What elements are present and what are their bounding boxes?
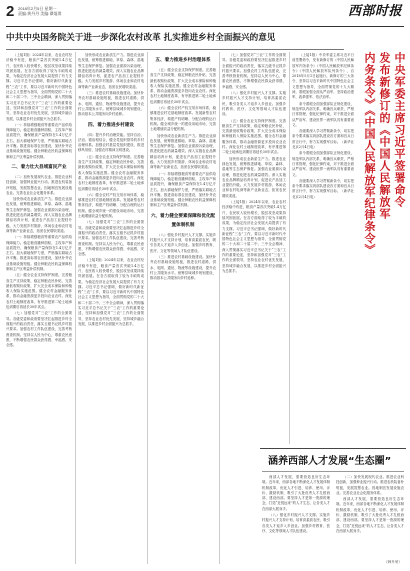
- article-paragraph: （一）持续增强粮食等重要农产品供给保障能力。稳定粮食播种面积，主攻单产和品质提升，确保粮食产量保持在1.4万亿斤左右。加大耕地保护力度，严格落实耕地占补平衡。推进高标准农田建设，加快补齐农业基础设施短板。健全种粮农民收益保障机制和主产区利益补偿机制。: [6, 235, 72, 271]
- article-paragraph: 西部人才发展，需要营造良好生态环境。近年来，西部各地不断深化人才发展体制机制改革，优化人才引进、培养、使用、评价、激励机制，吸引了大批优秀人才扎根西部、建设西部。要坚持人才是第一资源的理念，打造“近悦远来”的人才生态，让各类人才在西部大展身手。: [262, 475, 330, 511]
- column-divider: [219, 52, 220, 564]
- commentary-column-1: [262, 475, 330, 561]
- commentary-column-2: [336, 475, 404, 555]
- commentary-box: [260, 448, 406, 567]
- commentary-title: 涵养西部人才发展“生态圈”: [268, 456, 392, 467]
- section-heading: 六、着力健全要素保障和优化配置体制机制: [150, 213, 216, 228]
- article-paragraph: （三）推进农村基础设施建设。加快补齐农村基础设施短板，推进农村道路、供水、电网、通信、物流等设施建设，提升农村公共服务水平。统筹县域城乡规划建设，推动基本公共服务向乡村延伸。: [150, 254, 216, 281]
- commentary-author: （韩升荣）: [384, 560, 402, 564]
- vertical-headline-line-1: 中央军委主席习近平签署命令: [393, 52, 406, 208]
- article-paragraph: 加快形成农业新质生产力。推进农业绿色发展，统筹推进耕地、草原、森林、湿地等生态保护修复。加强农业面源污染治理，推进化肥农药减量增效。深入实施农业品牌精品培育计划，促进农产品加工业提档升级。大力发展乡村旅游、休闲农业和农村电商等新产业新业态，拓宽农民增收渠道。: [222, 156, 286, 198]
- section-heading: 四、着力推进乡村建设: [88, 122, 134, 128]
- column-divider: [147, 52, 148, 564]
- article-column-5: [292, 53, 354, 445]
- article-paragraph: 条令着眼全面加强部队正规化建设，规范军队内部关系，明确官兵职责，严格日常管理，强化纪律约束，对于推进全面从严治军、建设世界一流军队具有重要意义。: [292, 151, 354, 177]
- vertical-headline-line-2: 发布新修订的《中国人民解放军: [378, 52, 391, 220]
- newspaper-logo: 西部时报: [347, 4, 402, 19]
- article-column-3: [150, 53, 216, 567]
- article-paragraph: （五）健全农业支持保护制度。完善粮食生产支持政策，稳定种粮农民补贴，完善最低收购价政策，扩大完全成本保险和种植收入保险实施范围。健全农村金融服务体系，推动金融资源更多投向农业农村。深化农村土地制度改革，有序推进第二轮土地承包到期后再延长30年试点。: [150, 68, 216, 104]
- article-paragraph: （一）持续增强粮食等重要农产品供给保障能力。稳定粮食播种面积，主攻单产和品质提升，确保粮食产量保持在1.4万亿斤左右。加大耕地保护力度，严格落实耕地占补平衡。推进高标准农田建设，加快补齐农业基础设施短板。健全种粮农民收益保障机制和主产区利益补偿机制。: [150, 171, 216, 208]
- vertical-headline: [358, 52, 406, 410]
- article-paragraph: （八）强化乡村振兴人才支撑。实施乡村振兴人才支持计划，培育高素质农民，吸引各类人才返乡入乡创业。加强乡村教育、医疗、文化等领域人才队伍建设。: [222, 91, 286, 117]
- article-paragraph: （四）提升乡村治理效能。坚持自治、法治、德治相结合，健全党组织领导的乡村治理体系。加强农村基层党组织建设，推进移风易俗，加强农村精神文明建设。: [78, 132, 144, 153]
- section-heading: 五、着力推进乡村治理体系: [155, 58, 211, 63]
- article-paragraph: 条令着眼全面加强部队正规化建设，规范军队内部关系，明确官兵职责，严格日常管理，强化纪律约束，对于推进全面从严治军、建设世界一流军队具有重要意义。: [292, 101, 354, 127]
- article-paragraph: （上接1版）2024年以来，农业农村经济稳中有进，粮食产量首次突破1.4万亿斤，农民收入较快增长，脱贫攻坚成果持续巩固拓展。在各方面取得了较为丰硕的成果，为稳定经济社会发展大局提供了有力支撑。习近平总书记强调，做好新时代新征程“三农”工作，要以习近平新时代中国特色社会主义思想为指导，全面贯彻党的二十大和二十届二中、三中全会精神，深入贯彻落实习近平总书记关于“三农”工作的重要论述，坚持和加强党对“三农”工作的全面领导，坚持农业农村优先发展，坚持城乡融合发展，以推进乡村全面振兴为总抓手。: [78, 258, 144, 326]
- article-column-4: [222, 53, 286, 445]
- article-paragraph: （五）健全农业支持保护制度。完善粮食生产支持政策，稳定种粮农民补贴，完善最低收购价政策，扩大完全成本保险和种植收入保险实施范围。健全农村金融服务体系，推动金融资源更多投向农业农村。深化农村土地制度改革，有序推进第二轮土地承包到期后再延长30年试点。: [222, 118, 286, 155]
- article-paragraph: （七）加强党对“三农”工作的全面领导。各级党委和政府要坚决扛起推进乡村全面振兴的政治责任，落实五级书记抓乡村振兴要求。加强农村工作队伍建设，完善考核督查机制。坚持以人民为中心，尊重农民意愿，不断增强农民群众获得感、幸福感、安全感。: [78, 220, 144, 257]
- header-meta: [18, 6, 61, 16]
- column-divider: [289, 52, 290, 444]
- article-paragraph: （六）健全农村产权交易市场体系，稳慎推进农村宅基地制度改革。发展新型农村集体经济，构建产权明晰、分配合理的运行机制。健全城乡统一的建设用地市场，完善土地增值收益分配机制。: [78, 192, 144, 219]
- main-headline: 中共中央国务院关于进一步深化农村改革 扎实推进乡村全面振兴的意见: [6, 33, 276, 43]
- article-paragraph: 加快形成农业新质生产力。推进农业绿色发展，统筹推进耕地、草原、森林、湿地等生态保护修复。加强农业面源污染治理，推进化肥农药减量增效。深入实施农业品牌精品培育计划，促进农产品加工业提档升级。大力发展乡村旅游、休闲农业和农村电商等新产业新业态，拓宽农民增收渠道。: [6, 197, 72, 233]
- article-paragraph: （上接1版）中央军委主席习近平日前签署命令，发布新修订的《中国人民解放军内务条令》《中国人民解放军纪律条令》《中国人民解放军队列条令》，自2018年5月1日起施行。新修订的三大条令，坚持以习近平新时代中国特色社会主义思想为指导，全面贯彻党的十九大精神，着眼加强全面从严治军，坚持政治建军、改革强军、依法治军。: [292, 53, 354, 100]
- header-date: 2018年2月5日 星期一: [18, 6, 57, 11]
- article-paragraph: （二）加快发展现代农业。推进农业科技创新，加强种业振兴行动。推进农机装备补短板，发展智慧农业。因地制宜发展设施农业。完善农业社会化服务体系。: [6, 174, 72, 195]
- article-paragraph: （六）健全农村产权交易市场体系，稳慎推进农村宅基地制度改革。发展新型农村集体经济，构建产权明晰、分配合理的运行机制。健全城乡统一的建设用地市场，完善土地增值收益分配机制。: [150, 106, 216, 132]
- article-paragraph: （一）持续增强粮食等重要农产品供给保障能力。稳定粮食播种面积，主攻单产和品质提升，确保粮食产量保持在1.4万亿斤左右。加大耕地保护力度，严格落实耕地占补平衡。推进高标准农田建设，加快补齐农业基础设施短板。健全种粮农民收益保障机制和主产区利益补偿机制。: [6, 122, 72, 159]
- article-column-1: [6, 53, 72, 567]
- column-divider: [75, 52, 76, 564]
- article-paragraph: 加快形成农业新质生产力。推进农业绿色发展，统筹推进耕地、草原、森林、湿地等生态保护修复。加强农业面源污染治理，推进化肥农药减量增效。深入实施农业品牌精品培育计划，促进农产品加工业提档升级。大力发展乡村旅游、休闲农业和农村电商等新产业新业态，拓宽农民增收渠道。: [150, 133, 216, 170]
- article-paragraph: （七）加强党对“三农”工作的全面领导。各级党委和政府要坚决扛起推进乡村全面振兴的政治责任，落实五级书记抓乡村振兴要求。加强农村工作队伍建设，完善考核督查机制。坚持以人民为中心，尊重农民意愿，不断增强农民群众获得感、幸福感、安全感。: [222, 53, 286, 89]
- commentary-rule: [262, 471, 404, 472]
- article-paragraph: （二）加快发展现代农业。推进农业科技创新，加强种业振兴行动。推进农机装备补短板，发展智慧农业。因地制宜发展设施农业。完善农业社会化服务体系。: [336, 475, 404, 495]
- headline-rule: [6, 49, 344, 50]
- article-paragraph: （五）健全农业支持保护制度。完善粮食生产支持政策，稳定种粮农民补贴，完善最低收购价政策，扩大完全成本保险和种植收入保险实施范围。健全农村金融服务体系，推动金融资源更多投向农业农村。深化农村土地制度改革，有序推进第二轮土地承包到期后再延长30年试点。: [6, 273, 72, 310]
- article-paragraph: （八）强化乡村振兴人才支撑。实施乡村振兴人才支持计划，培育高素质农民，吸引各类人才返乡入乡创业。加强乡村教育、医疗、文化等领域人才队伍建设。: [262, 513, 330, 533]
- header-editors: 责编:黄丹丹 美编:谭焜琪: [18, 11, 62, 16]
- article-paragraph: （上接1版）2024年以来，农业农村经济稳中有进，粮食产量首次突破1.4万亿斤，农民收入较快增长，脱贫攻坚成果持续巩固拓展。在各方面取得了较为丰硕的成果，为稳定经济社会发展大局提供了有力支撑。习近平总书记强调，做好新时代新征程“三农”工作，要以习近平新时代中国特色社会主义思想为指导，全面贯彻党的二十大和二十届二中、三中全会精神，深入贯彻落实习近平总书记关于“三农”工作的重要论述，坚持和加强党对“三农”工作的全面领导，坚持农业农村优先发展，坚持城乡融合发展，以推进乡村全面振兴为总抓手。: [6, 53, 72, 121]
- article-paragraph: 各级要深入学习贯彻新条令，切实把条令要求落实到部队建设各方面和官兵日常言行中，努力实现强军目标。（新华社北京2月4日电）: [292, 129, 354, 150]
- article-paragraph: （七）加强党对“三农”工作的全面领导。各级党委和政府要坚决扛起推进乡村全面振兴的政治责任，落实五级书记抓乡村振兴要求。加强农村工作队伍建设，完善考核督查机制。坚持以人民为中心，尊重农民意愿，不断增强农民群众获得感、幸福感、安全感。: [6, 311, 72, 348]
- article-paragraph: （上接1版）2024年以来，农业农村经济稳中有进，粮食产量首次突破1.4万亿斤，农民收入较快增长，脱贫攻坚成果持续巩固拓展。在各方面取得了较为丰硕的成果，为稳定经济社会发展大局提供了有力支撑。习近平总书记强调，做好新时代新征程“三农”工作，要以习近平新时代中国特色社会主义思想为指导，全面贯彻党的二十大和二十届二中、三中全会精神，深入贯彻落实习近平总书记关于“三农”工作的重要论述，坚持和加强党对“三农”工作的全面领导，坚持农业农村优先发展，坚持城乡融合发展，以推进乡村全面振兴为总抓手。: [222, 200, 286, 273]
- section-heading: 二、着力壮大县域富民产业: [11, 164, 67, 170]
- article-column-2: [78, 53, 144, 567]
- article-paragraph: （八）强化乡村振兴人才支撑。实施乡村振兴人才支持计划，培育高素质农民，吸引各类人才返乡入乡创业。加强乡村教育、医疗、文化等领域人才队伍建设。: [150, 232, 216, 253]
- article-paragraph: 各级要深入学习贯彻新条令，切实把条令要求落实到部队建设各方面和官兵日常言行中，努力实现强军目标。（新华社北京2月4日电）: [292, 178, 354, 199]
- article-paragraph: （五）健全农业支持保护制度。完善粮食生产支持政策，稳定种粮农民补贴，完善最低收购价政策，扩大完全成本保险和种植收入保险实施范围。健全农村金融服务体系，推动金融资源更多投向农业农村。深化农村土地制度改革，有序推进第二轮土地承包到期后再延长30年试点。: [78, 154, 144, 191]
- vertical-headline-line-3: 内务条令》《中国人民解放军纪律条令》: [363, 52, 376, 256]
- article-paragraph: 西部人才发展，需要营造良好生态环境。近年来，西部各地不断深化人才发展体制机制改革，优化人才引进、培养、使用、评价、激励机制，吸引了大批优秀人才扎根西部、建设西部。要坚持人才是第一资源的理念，打造“近悦远来”的人才生态，让各类人才在西部大展身手。: [336, 497, 404, 533]
- page-number: 2: [6, 3, 15, 20]
- article-paragraph: 加快形成农业新质生产力。推进农业绿色发展，统筹推进耕地、草原、森林、湿地等生态保护修复。加强农业面源污染治理，推进化肥农药减量增效。深入实施农业品牌精品培育计划，促进农产品加工业提档升级。大力发展乡村旅游、休闲农业和农村电商等新产业新业态，拓宽农民增收渠道。: [78, 53, 144, 89]
- article-paragraph: （三）推进农村基础设施建设。加快补齐农村基础设施短板，推进农村道路、供水、电网、通信、物流等设施建设，提升农村公共服务水平。统筹县域城乡规划建设，推动基本公共服务向乡村延伸。: [78, 91, 144, 117]
- page-header: [6, 4, 404, 27]
